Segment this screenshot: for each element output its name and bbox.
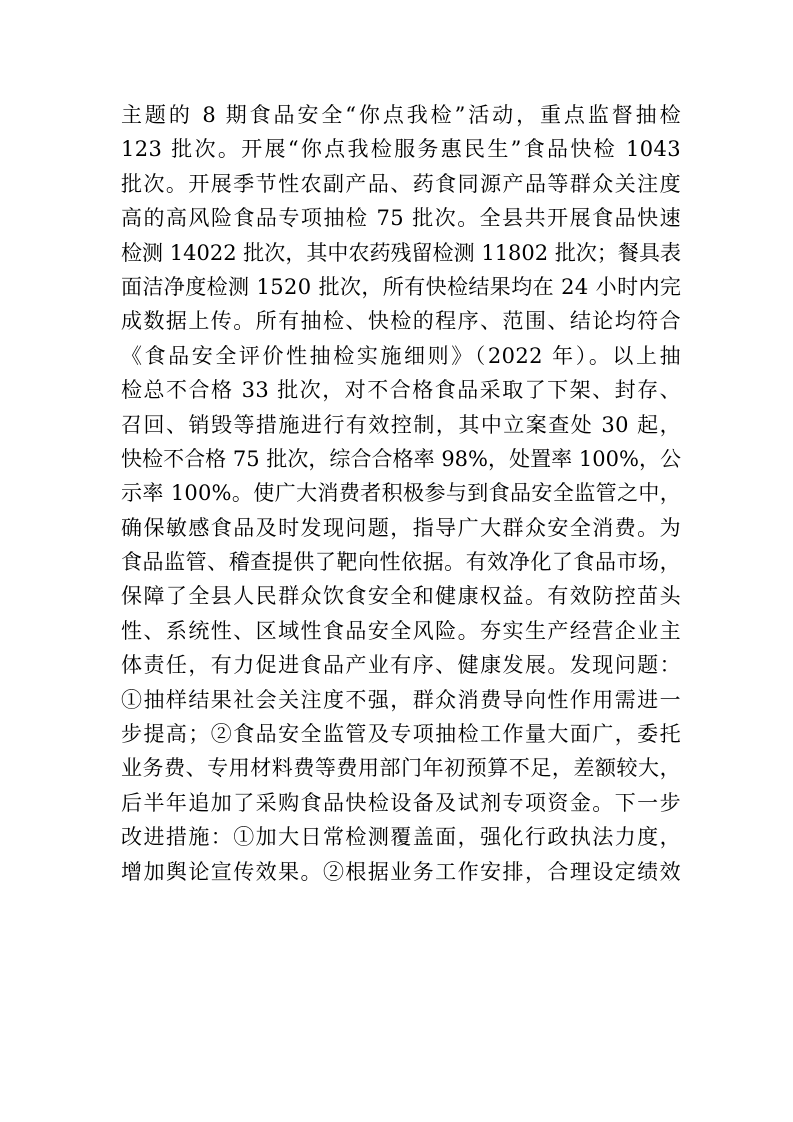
text-line-21: 后半年追加了采购食品快检设备及试剂专项资金。下一步: [121, 790, 681, 815]
text-line-2: 123 批次。开展“你点我检服务惠民生”食品快检 1043: [121, 137, 681, 162]
body-text: [121, 98, 681, 889]
text-line-8: 《食品安全评价性抽检实施细则》（2022 年）。以上抽: [121, 343, 681, 368]
text-line-19: 步提高；②食品安全监管及专项抽检工作量大面广，委托: [121, 722, 681, 747]
text-line-11: 快检不合格 75 批次，综合合格率 98%，处置率 100%，公: [121, 446, 681, 471]
text-line-13: 确保敏感食品及时发现问题，指导广大群众安全消费。为: [121, 515, 681, 540]
text-line-4: 高的高风险食品专项抽检 75 批次。全县共开展食品快速: [121, 206, 681, 231]
text-line-15: 保障了全县人民群众饮食安全和健康权益。有效防控苗头: [121, 584, 681, 609]
text-line-6: 面洁净度检测 1520 批次，所有快检结果均在 24 小时内完: [121, 274, 682, 299]
text-line-7: 成数据上传。所有抽检、快检的程序、范围、结论均符合: [121, 309, 681, 334]
text-line-16: 性、系统性、区域性食品安全风险。夯实生产经营企业主: [121, 618, 681, 643]
text-line-10: 召回、销毁等措施进行有效控制，其中立案查处 30 起，: [121, 412, 681, 437]
text-line-9: 检总不合格 33 批次，对不合格食品采取了下架、封存、: [121, 378, 681, 403]
text-line-22: 改进措施：①加大日常检测覆盖面，强化行政执法力度，: [121, 825, 681, 850]
text-line-20: 业务费、专用材料费等费用部门年初预算不足，差额较大，: [121, 756, 681, 781]
text-line-3: 批次。开展季节性农副产品、药食同源产品等群众关注度: [121, 171, 681, 196]
text-line-14: 食品监管、稽查提供了靶向性依据。有效净化了食品市场，: [121, 550, 681, 575]
text-line-12: 示率 100%。使广大消费者积极参与到食品安全监管之中，: [121, 481, 681, 506]
text-line-1: 主题的 8 期食品安全“你点我检”活动，重点监督抽检: [121, 103, 681, 127]
text-line-5: 检测 14022 批次，其中农药残留检测 11802 批次；餐具表: [121, 240, 681, 265]
text-line-17: 体责任，有力促进食品产业有序、健康发展。发现问题：: [121, 653, 681, 678]
text-line-23: 增加舆论宣传效果。②根据业务工作安排，合理设定绩效: [121, 859, 681, 884]
text-line-18: ①抽样结果社会关注度不强，群众消费导向性作用需进一: [121, 687, 681, 712]
